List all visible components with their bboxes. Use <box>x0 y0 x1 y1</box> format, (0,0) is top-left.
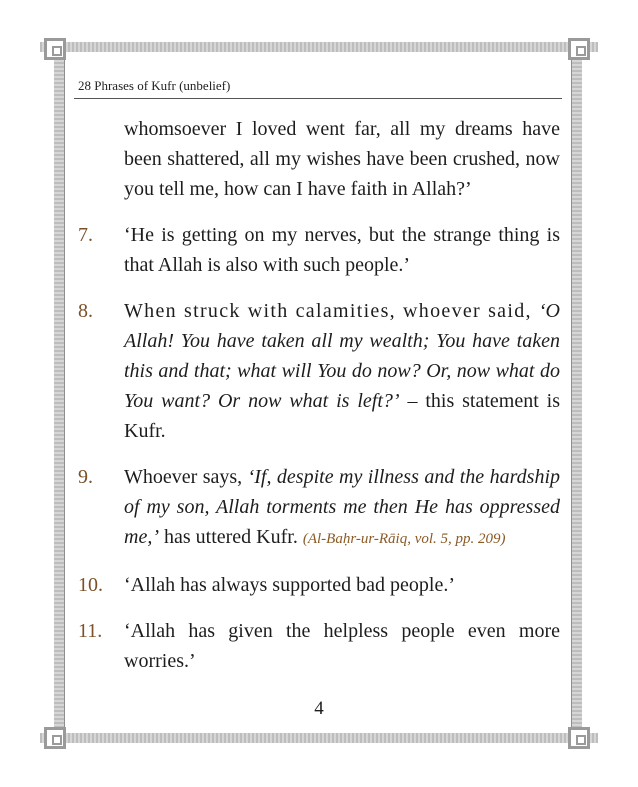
item-text: whomsoever I loved went far, all my dreams have been shattered, all my wishes have been crushed, now you tell me, how can I have faith in Allah?’ <box>124 118 560 200</box>
corner-ornament <box>44 727 66 749</box>
item-number: 7. <box>78 224 93 246</box>
reference: (Al-Baḥr-ur-Rāiq, vol. 5, pp. 209) <box>302 531 506 547</box>
list-item <box>78 462 560 554</box>
item-tail: has uttered Kufr. <box>158 526 303 548</box>
corner-ornament <box>568 38 590 60</box>
item-number: 8. <box>78 300 93 322</box>
item-tail: – this statement is Kufr. <box>124 390 560 442</box>
page-body <box>78 114 560 692</box>
inner-line-right <box>571 52 572 732</box>
item-text: ‘He is getting on my nerves, but the strange thing is that Allah is also with such people.’ <box>124 224 560 276</box>
item-quote: ‘If, despite my illness and the hardship of my son, Allah torments me then He has oppressed me,’ <box>124 466 560 548</box>
item-quote: ‘O Allah! You have taken all my wealth; You have taken this and that; what will You do now? Or, now what do You want? Or now what is left?’ <box>124 300 560 412</box>
list-item <box>78 570 560 600</box>
item-lead: When struck with calamities, whoever said, <box>124 300 539 322</box>
header-rule <box>74 98 562 99</box>
item-lead: Whoever says, <box>124 466 248 488</box>
border-bottom <box>40 733 598 743</box>
item-number: 10. <box>78 574 103 596</box>
corner-ornament <box>44 38 66 60</box>
running-header: 28 Phrases of Kufr (unbelief) <box>78 78 231 93</box>
border-right <box>572 50 582 740</box>
item-text: ‘Allah has given the helpless people even more worries.’ <box>124 620 560 672</box>
list-item-continuation <box>78 114 560 204</box>
item-number: 9. <box>78 466 93 488</box>
list-item <box>78 220 560 280</box>
inner-line-left <box>64 52 65 732</box>
list-item <box>78 616 560 676</box>
item-text: ‘Allah has always supported bad people.’ <box>124 574 456 596</box>
item-text <box>124 462 560 554</box>
border-top <box>40 42 598 52</box>
item-number: 11. <box>78 620 103 642</box>
list-item <box>78 296 560 446</box>
border-left <box>54 50 64 740</box>
item-text <box>124 296 560 446</box>
corner-ornament <box>568 727 590 749</box>
page-number: 4 <box>314 698 324 719</box>
